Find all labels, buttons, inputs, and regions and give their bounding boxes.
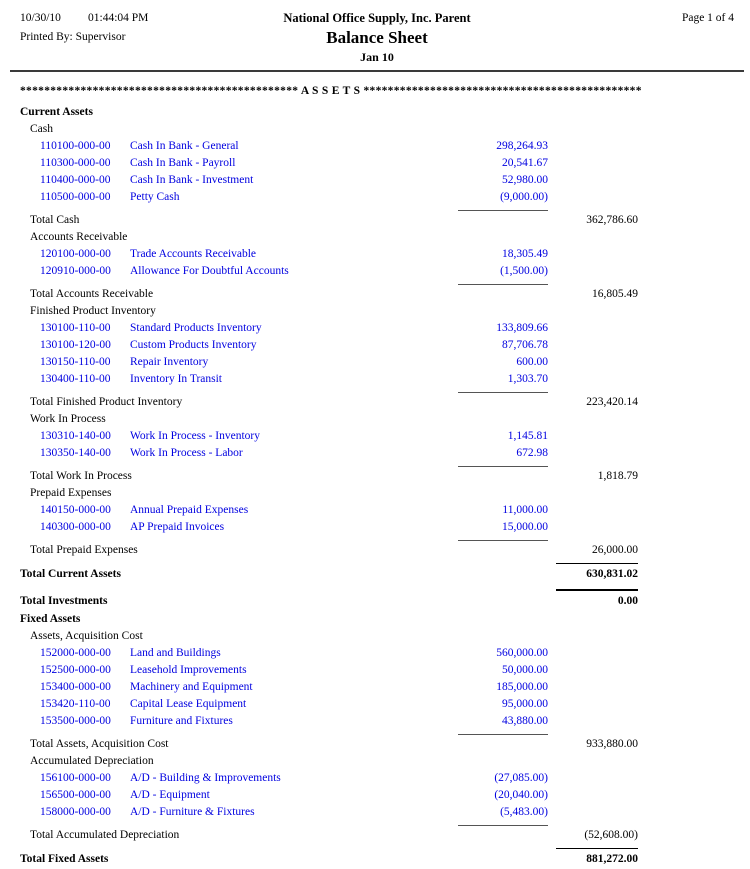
- account-name: Repair Inventory: [130, 356, 209, 368]
- total-label: Total Prepaid Expenses: [30, 544, 138, 556]
- total-label: Total Cash: [30, 214, 80, 226]
- account-name: Land and Buildings: [130, 647, 221, 659]
- account-amount: 20,541.67: [502, 157, 548, 169]
- total-label: Total Assets, Acquisition Cost: [30, 738, 169, 750]
- account-amount: 185,000.00: [496, 681, 548, 693]
- total-amount: 26,000.00: [592, 544, 638, 556]
- report-time: 01:44:04 PM: [88, 12, 149, 24]
- total-amount: 1,818.79: [597, 470, 638, 482]
- account-row: [20, 354, 734, 371]
- account-number: 110100-000-00: [40, 140, 111, 152]
- grand-total-amount: 630,831.02: [586, 568, 638, 580]
- account-row: [20, 502, 734, 519]
- report-header: [20, 0, 734, 62]
- grand-total-row: [20, 592, 734, 611]
- header-rule: [10, 70, 744, 72]
- account-amount: (9,000.00): [500, 191, 548, 203]
- account-amount: 87,706.78: [502, 339, 548, 351]
- total-label: Total Work In Process: [30, 470, 132, 482]
- total-row: [20, 736, 734, 753]
- total-amount: 362,786.60: [586, 214, 638, 226]
- grand-total-row: [20, 850, 734, 869]
- account-name: Cash In Bank - Payroll: [130, 157, 236, 169]
- account-number: 120910-000-00: [40, 265, 111, 277]
- account-name: Standard Products Inventory: [130, 322, 262, 334]
- account-name: Custom Products Inventory: [130, 339, 257, 351]
- total-amount: (52,608.00): [584, 829, 638, 841]
- subsection-heading: Assets, Acquisition Cost: [30, 630, 143, 642]
- account-name: Trade Accounts Receivable: [130, 248, 257, 260]
- account-name: Capital Lease Equipment: [130, 698, 247, 710]
- total-label: Total Finished Product Inventory: [30, 396, 183, 408]
- account-name: AP Prepaid Invoices: [130, 521, 225, 533]
- account-number: 130350-140-00: [40, 447, 111, 459]
- subsection-heading: Cash: [30, 123, 53, 135]
- account-number: 140150-000-00: [40, 504, 111, 516]
- account-name: Inventory In Transit: [130, 373, 222, 385]
- account-number: 158000-000-00: [40, 806, 111, 818]
- account-amount: (20,040.00): [494, 789, 548, 801]
- total-row: [20, 827, 734, 844]
- subsection-heading: Work In Process: [30, 413, 106, 425]
- account-amount: 298,264.93: [496, 140, 548, 152]
- account-name: Machinery and Equipment: [130, 681, 253, 693]
- account-number: 130150-110-00: [40, 356, 111, 368]
- account-name: Leasehold Improvements: [130, 664, 247, 676]
- report-date: 10/30/10: [20, 12, 61, 24]
- account-row: [20, 713, 734, 730]
- account-row: [20, 445, 734, 462]
- account-name: Petty Cash: [130, 191, 180, 203]
- account-row: [20, 155, 734, 172]
- account-name: Allowance For Doubtful Accounts: [130, 265, 289, 277]
- subsection-heading: Accounts Receivable: [30, 231, 128, 243]
- account-row: [20, 519, 734, 536]
- account-name: A/D - Furniture & Fixtures: [130, 806, 255, 818]
- account-row: [20, 320, 734, 337]
- company-name: National Office Supply, Inc. Parent: [283, 11, 471, 25]
- account-number: 153500-000-00: [40, 715, 111, 727]
- account-row: [20, 371, 734, 388]
- account-amount: 95,000.00: [502, 698, 548, 710]
- account-name: A/D - Building & Improvements: [130, 772, 281, 784]
- grand-total-label: Total Fixed Assets: [20, 853, 109, 865]
- account-row: [20, 428, 734, 445]
- account-number: 153420-110-00: [40, 698, 111, 710]
- account-number: 110400-000-00: [40, 174, 111, 186]
- subsection-heading: Prepaid Expenses: [30, 487, 112, 499]
- account-amount: 1,145.81: [507, 430, 548, 442]
- grand-total-label: Total Current Assets: [20, 568, 121, 580]
- account-amount: 18,305.49: [502, 248, 548, 260]
- account-row: [20, 804, 734, 821]
- account-amount: 1,303.70: [507, 373, 548, 385]
- total-row: [20, 212, 734, 229]
- page-indicator: Page 1 of 4: [681, 12, 734, 24]
- account-number: 152000-000-00: [40, 647, 111, 659]
- account-amount: 600.00: [516, 356, 548, 368]
- account-number: 130100-110-00: [40, 322, 111, 334]
- account-number: 130100-120-00: [40, 339, 111, 351]
- grand-total-row: [20, 565, 734, 584]
- grand-total-amount: 0.00: [617, 595, 638, 607]
- account-row: [20, 696, 734, 713]
- grand-total-label: Total Investments: [20, 595, 108, 607]
- account-row: [20, 787, 734, 804]
- account-amount: 11,000.00: [502, 504, 548, 516]
- account-amount: 133,809.66: [496, 322, 548, 334]
- account-number: 156100-000-00: [40, 772, 111, 784]
- account-amount: (1,500.00): [500, 265, 548, 277]
- report-title: Balance Sheet: [326, 28, 428, 47]
- account-name: A/D - Equipment: [130, 789, 210, 801]
- account-number: 140300-000-00: [40, 521, 111, 533]
- account-number: 110500-000-00: [40, 191, 111, 203]
- account-row: [20, 679, 734, 696]
- account-amount: (5,483.00): [500, 806, 548, 818]
- account-row: [20, 645, 734, 662]
- section-heading: Current Assets: [20, 106, 93, 118]
- account-number: 153400-000-00: [40, 681, 111, 693]
- account-number: 130400-110-00: [40, 373, 111, 385]
- subsection-heading: Accumulated Depreciation: [30, 755, 154, 767]
- account-name: Work In Process - Inventory: [130, 430, 261, 442]
- total-amount: 933,880.00: [586, 738, 638, 750]
- account-amount: 52,980.00: [502, 174, 548, 186]
- account-amount: 672.98: [516, 447, 548, 459]
- account-row: [20, 189, 734, 206]
- total-row: [20, 286, 734, 303]
- account-amount: 50,000.00: [502, 664, 548, 676]
- account-row: [20, 770, 734, 787]
- account-name: Cash In Bank - General: [130, 140, 239, 152]
- printed-by: Printed By: Supervisor: [20, 31, 126, 43]
- account-row: [20, 662, 734, 679]
- account-number: 120100-000-00: [40, 248, 111, 260]
- account-row: [20, 138, 734, 155]
- account-amount: 15,000.00: [502, 521, 548, 533]
- account-number: 130310-140-00: [40, 430, 111, 442]
- account-number: 152500-000-00: [40, 664, 111, 676]
- total-row: [20, 468, 734, 485]
- total-row: [20, 394, 734, 411]
- section-heading: Fixed Assets: [20, 613, 81, 625]
- total-amount: 223,420.14: [586, 396, 638, 408]
- assets-section-banner: ********************************************** A S S E T S **********************************************: [20, 85, 642, 97]
- account-amount: (27,085.00): [494, 772, 548, 784]
- account-amount: 43,880.00: [502, 715, 548, 727]
- total-label: Total Accumulated Depreciation: [30, 829, 180, 841]
- subsection-heading: Finished Product Inventory: [30, 305, 156, 317]
- account-name: Cash In Bank - Investment: [130, 174, 254, 186]
- total-column-double-rule: [20, 584, 734, 592]
- account-number: 156500-000-00: [40, 789, 111, 801]
- account-number: 110300-000-00: [40, 157, 111, 169]
- account-row: [20, 337, 734, 354]
- account-amount: 560,000.00: [496, 647, 548, 659]
- account-name: Work In Process - Labor: [130, 447, 243, 459]
- account-row: [20, 263, 734, 280]
- report-period: Jan 10: [360, 50, 394, 64]
- account-row: [20, 172, 734, 189]
- account-name: Furniture and Fixtures: [130, 715, 233, 727]
- report-body: [20, 104, 734, 869]
- account-name: Annual Prepaid Expenses: [130, 504, 249, 516]
- grand-total-amount: 881,272.00: [586, 853, 638, 865]
- total-label: Total Accounts Receivable: [30, 288, 154, 300]
- account-row: [20, 246, 734, 263]
- total-row: [20, 542, 734, 559]
- total-amount: 16,805.49: [592, 288, 638, 300]
